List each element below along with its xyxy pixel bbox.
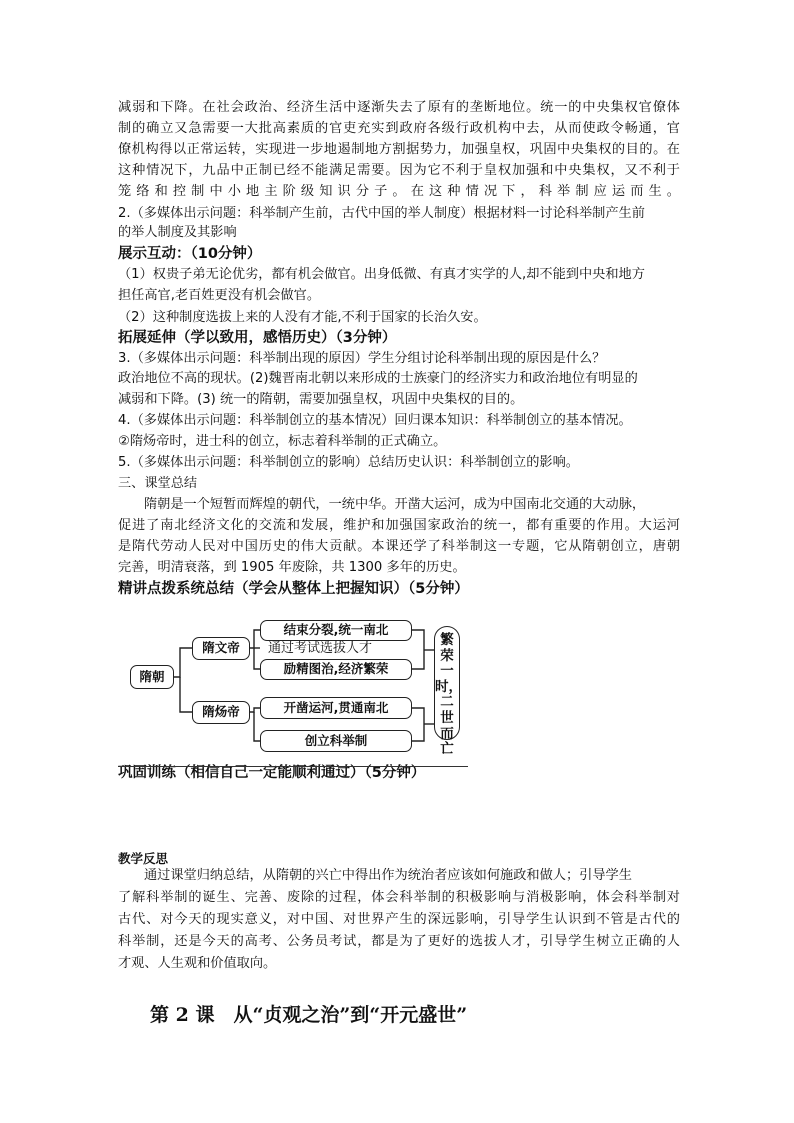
body-line: 减弱和下降。在社会政治、经济生活中逐渐失去了原有的垄断地位。统一的中央集权官僚体 <box>118 100 680 115</box>
answer-line: （2）这种制度选拔上来的人没有才能,不利于国家的长治久安。 <box>118 310 487 325</box>
diagram-node-wendi: 隋文帝 <box>192 637 250 660</box>
question-line: 2.（多媒体出示问题：科举制产生前，古代中国的举人制度）根据材料一讨论科举制产生前 <box>118 206 645 221</box>
diagram-item-end-division: 结束分裂,统一南北 <box>260 620 412 641</box>
diagram-item-prosperity: 励精图治,经济繁荣 <box>260 659 412 680</box>
diagram-root-sui: 隋朝 <box>130 665 174 689</box>
diagram-node-yangdi: 隋炀帝 <box>192 701 250 724</box>
diagram-side-summary: 繁荣一时，二世而亡 <box>434 626 460 740</box>
summary-line: 完善，明清衰落，到 1905 年废除，共 1300 多年的历史。 <box>118 560 466 575</box>
question-line: 的举人制度及其影响 <box>118 225 237 240</box>
diagram-item-imperial-exam: 创立科举制 <box>260 730 412 752</box>
extend-heading: 拓展延伸（学以致用，感悟历史）（3分钟） <box>118 330 397 346</box>
reflection-line: 科举制，还是今天的高考、公务员考试，都是为了更好的选拔人才，引导学生树立正确的人 <box>118 934 680 949</box>
reflection-line: 了解科举制的诞生、完善、废除的过程，体会科举制的积极影响与消极影响，体会科举制对 <box>118 890 680 905</box>
heading-underline <box>118 766 468 767</box>
precise-heading: 精讲点拨系统总结（学会从整体上把握知识）（5分钟） <box>118 581 469 597</box>
extend-line: ②隋炀帝时，进士科的创立，标志着科举制的正式确立。 <box>118 434 447 449</box>
body-line: 笼络和控制中小地主阶级知识分子。在这种情况下，科举制应运而生。 <box>118 184 680 199</box>
summary-line: 隋朝是一个短暂而辉煌的朝代，一统中华。开凿大运河，成为中国南北交通的大动脉， <box>144 497 646 512</box>
body-line: 这种情况下，九品中正制已经不能满足需要。因为它不利于皇权加强和中央集权，又不利于 <box>118 163 680 178</box>
summary-line: 是隋代劳动人民对中国历史的伟大贡献。本课还学了科举制这一专题，它从隋朝创立，唐朝 <box>118 539 680 554</box>
extend-line: 3.（多媒体出示问题：科举制出现的原因）学生分组讨论科举制出现的原因是什么？ <box>118 351 606 366</box>
reflection-line: 通过课堂归纳总结，从隋朝的兴亡中得出作为统治者应该如何施政和做人；引导学生 <box>144 868 632 883</box>
body-line: 制的确立又急需要一大批高素质的官吏充实到政府各级行政机构中去，从而使政令畅通，官 <box>118 121 680 136</box>
extend-line: 减弱和下降。(3) 统一的隋朝，需要加强皇权，巩固中央集权的目的。 <box>118 392 524 407</box>
summary-label: 三、课堂总结 <box>118 476 198 491</box>
consolidate-heading: 巩固训练（相信自己一定能顺利通过）（5分钟） <box>118 765 426 781</box>
reflection-line: 才观、人生观和价值取向。 <box>118 956 277 971</box>
answer-line: 担任高官,老百姓更没有机会做官。 <box>118 288 321 303</box>
extend-line: 政治地位不高的现状。(2)魏晋南北朝以来形成的士族豪门的经济实力和政治地位有明显的 <box>118 371 638 386</box>
answer-line: （1）权贵子弟无论优劣，都有机会做官。出身低微、有真才实学的人,却不能到中央和地方 <box>118 267 645 282</box>
extend-line: 5.（多媒体出示问题：科举制创立的影响）总结历史认识：科举制创立的影响。 <box>118 455 579 470</box>
extend-line: 4.（多媒体出示问题：科举制创立的基本情况）回归课本知识：科举制创立的基本情况。 <box>118 413 632 428</box>
display-heading: 展示互动：（10分钟） <box>118 246 262 262</box>
reflection-heading: 教学反思 <box>118 851 169 866</box>
summary-line: 促进了南北经济文化的交流和发展，维护和加强国家政治的统一，都有重要的作用。大运河 <box>118 518 680 533</box>
diagram-item-exam-selection: 通过考试选拔人才 <box>268 641 373 656</box>
body-line: 僚机构得以正常运转，实现进一步地遏制地方割据势力，加强皇权，巩固中央集权的目的。在 <box>118 142 680 157</box>
diagram-item-canal: 开凿运河,贯通南北 <box>260 697 412 719</box>
lesson-title: 第 2 课 从“贞观之治”到“开元盛世” <box>150 1004 468 1026</box>
reflection-line: 古代、对今天的现实意义，对中国、对世界产生的深远影响，引导学生认识到不管是古代的 <box>118 912 680 927</box>
